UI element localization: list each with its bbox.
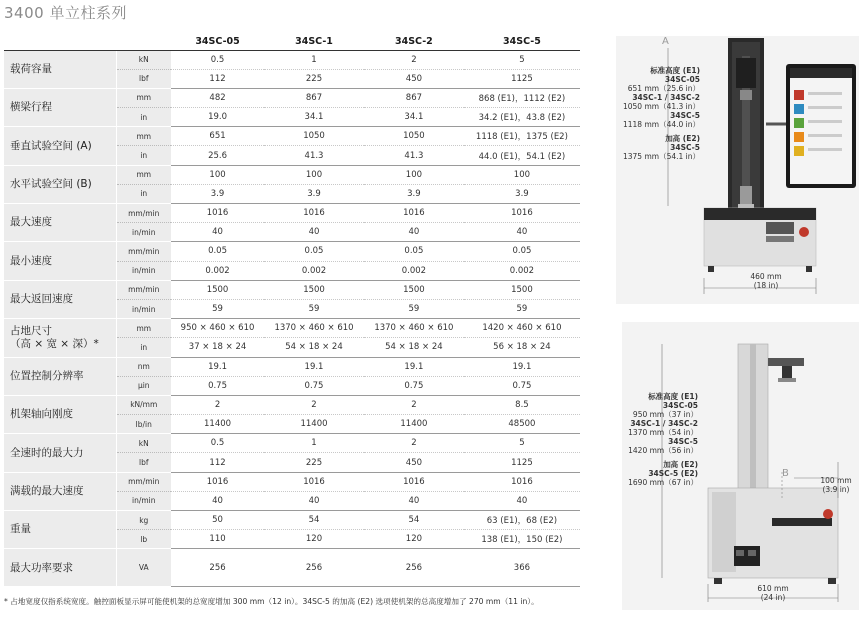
value-cell: 0.75 xyxy=(264,376,364,395)
value-cell: 2 xyxy=(364,434,464,453)
value-cell: 110 xyxy=(171,530,264,549)
value-cell: 54 × 18 × 24 xyxy=(364,338,464,357)
dimension-note-line: 1050 mm（41.3 in） xyxy=(622,102,700,111)
dimension-note-line: 1118 mm（44.0 in） xyxy=(622,120,700,129)
dimension-note-line: 34SC-5 xyxy=(668,437,698,446)
dimension-note-line: 34SC-5 (E2) xyxy=(648,469,698,478)
dimension-note-line: 651 mm（25.6 in） xyxy=(627,84,700,93)
value-cell: 56 × 18 × 24 xyxy=(464,338,580,357)
row-label: 横梁行程 xyxy=(4,88,116,126)
value-cell: 40 xyxy=(171,223,264,242)
model-header: 34SC-5 xyxy=(464,34,580,50)
value-cell: 1125 xyxy=(464,69,580,88)
value-cell: 63 (E1)，68 (E2) xyxy=(464,511,580,530)
row-label: 机架轴向刚度 xyxy=(4,395,116,433)
value-cell: 19.1 xyxy=(464,357,580,376)
value-cell: 5 xyxy=(464,434,580,453)
table-row xyxy=(4,319,580,338)
dimension-note-line: 标准高度 (E1) xyxy=(648,392,698,401)
dimension-a-label: A xyxy=(662,36,669,47)
unit-cell: kN xyxy=(116,50,171,69)
value-cell: 0.75 xyxy=(364,376,464,395)
value-cell: 34.2 (E1)，43.8 (E2) xyxy=(464,108,580,127)
value-cell: 1016 xyxy=(171,204,264,223)
dimension-note-line: 1690 mm（67 in） xyxy=(628,478,698,487)
table-row xyxy=(4,165,580,184)
value-cell: 40 xyxy=(264,491,364,510)
value-cell: 1370 × 460 × 610 xyxy=(264,319,364,338)
value-cell: 256 xyxy=(364,549,464,587)
unit-cell: μin xyxy=(116,376,171,395)
row-label: 位置控制分辨率 xyxy=(4,357,116,395)
value-cell: 138 (E1)，150 (E2) xyxy=(464,530,580,549)
dimension-note-line: 34SC-05 xyxy=(662,401,698,410)
unit-cell: mm xyxy=(116,319,171,338)
table-row xyxy=(4,395,580,414)
value-cell: 1016 xyxy=(171,472,264,491)
table-row xyxy=(4,549,580,587)
value-cell: 100 xyxy=(364,165,464,184)
table-row xyxy=(4,50,580,69)
value-cell: 40 xyxy=(364,223,464,242)
row-label: 最小速度 xyxy=(4,242,116,280)
value-cell: 34.1 xyxy=(264,108,364,127)
dimension-note-line: 1375 mm（54.1 in） xyxy=(622,152,700,161)
value-cell: 100 xyxy=(264,165,364,184)
row-label: 最大功率要求 xyxy=(4,549,116,587)
value-cell: 8.5 xyxy=(464,395,580,414)
value-cell: 0.002 xyxy=(364,261,464,280)
table-row xyxy=(4,357,580,376)
value-cell: 651 xyxy=(171,127,264,146)
dimension-note-line: 34SC-1 / 34SC-2 xyxy=(630,419,698,428)
unit-cell: in/min xyxy=(116,261,171,280)
value-cell: 1016 xyxy=(464,204,580,223)
unit-cell: in/min xyxy=(116,223,171,242)
value-cell: 1125 xyxy=(464,453,580,472)
value-cell: 0.002 xyxy=(264,261,364,280)
value-cell: 59 xyxy=(464,299,580,318)
table-row xyxy=(4,242,580,261)
value-cell: 40 xyxy=(464,223,580,242)
unit-cell: lb/in xyxy=(116,415,171,434)
dimension-note-line: 1420 mm（56 in） xyxy=(628,446,698,455)
value-cell: 1016 xyxy=(364,204,464,223)
value-cell: 1050 xyxy=(364,127,464,146)
value-cell: 1016 xyxy=(364,472,464,491)
value-cell: 54 xyxy=(364,511,464,530)
value-cell: 0.05 xyxy=(364,242,464,261)
value-cell: 1500 xyxy=(264,280,364,299)
figure2-depth-label: 610 mm (24 in) xyxy=(757,584,789,602)
figure2-b-dimension: 100 mm (3.9 in) xyxy=(820,476,852,494)
value-cell: 1 xyxy=(264,50,364,69)
table-row xyxy=(4,88,580,107)
value-cell: 0.75 xyxy=(171,376,264,395)
dimension-note-line: 950 mm（37 in） xyxy=(632,410,698,419)
value-cell: 1016 xyxy=(264,204,364,223)
table-row xyxy=(4,280,580,299)
value-cell: 450 xyxy=(364,69,464,88)
unit-cell: mm xyxy=(116,88,171,107)
value-cell: 19.1 xyxy=(171,357,264,376)
value-cell: 44.0 (E1)，54.1 (E2) xyxy=(464,146,580,165)
value-cell: 40 xyxy=(264,223,364,242)
value-cell: 37 × 18 × 24 xyxy=(171,338,264,357)
value-cell: 0.75 xyxy=(464,376,580,395)
value-cell: 1420 × 460 × 610 xyxy=(464,319,580,338)
value-cell: 40 xyxy=(364,491,464,510)
row-label: 重量 xyxy=(4,511,116,549)
value-cell: 11400 xyxy=(171,415,264,434)
value-cell: 59 xyxy=(264,299,364,318)
value-cell: 54 xyxy=(264,511,364,530)
value-cell: 41.3 xyxy=(364,146,464,165)
machine-front-figure xyxy=(616,36,859,304)
row-label: 全速时的最大力 xyxy=(4,434,116,472)
unit-cell: mm/min xyxy=(116,242,171,261)
value-cell: 867 xyxy=(364,88,464,107)
dimension-note-line: 加高 (E2) xyxy=(665,134,700,143)
footnote: * 占地宽度仅指系统宽度。触控面板显示屏可能使机架的总宽度增加 300 mm（12 in）。34SC-5 的加高 (E2) 选项使机架的总高度增加了 270 mm（11 in）。 xyxy=(4,597,539,606)
row-label: 最大返回速度 xyxy=(4,280,116,318)
value-cell: 59 xyxy=(171,299,264,318)
row-label: 水平试验空间 (B) xyxy=(4,165,116,203)
unit-cell: in xyxy=(116,108,171,127)
value-cell: 225 xyxy=(264,69,364,88)
value-cell: 225 xyxy=(264,453,364,472)
model-header: 34SC-2 xyxy=(364,34,464,50)
value-cell: 0.05 xyxy=(464,242,580,261)
value-cell: 59 xyxy=(364,299,464,318)
value-cell: 366 xyxy=(464,549,580,587)
dimension-note-line: 34SC-5 xyxy=(670,143,700,152)
value-cell: 112 xyxy=(171,453,264,472)
unit-cell: lbf xyxy=(116,453,171,472)
spec-table xyxy=(4,34,580,587)
value-cell: 2 xyxy=(171,395,264,414)
value-cell: 867 xyxy=(264,88,364,107)
unit-cell: mm/min xyxy=(116,280,171,299)
unit-cell: mm xyxy=(116,127,171,146)
unit-cell: kN xyxy=(116,434,171,453)
value-cell: 2 xyxy=(264,395,364,414)
value-cell: 3.9 xyxy=(364,184,464,203)
dimension-note-line: 34SC-05 xyxy=(664,75,700,84)
value-cell: 1370 × 460 × 610 xyxy=(364,319,464,338)
value-cell: 3.9 xyxy=(171,184,264,203)
value-cell: 0.05 xyxy=(264,242,364,261)
value-cell: 2 xyxy=(364,395,464,414)
value-cell: 19.1 xyxy=(264,357,364,376)
dimension-note-line: 1370 mm（54 in） xyxy=(628,428,698,437)
row-label: 载荷容量 xyxy=(4,50,116,88)
value-cell: 3.9 xyxy=(264,184,364,203)
unit-cell: VA xyxy=(116,549,171,587)
row-label: 最大速度 xyxy=(4,204,116,242)
value-cell: 1500 xyxy=(171,280,264,299)
dimension-note-line: 标准高度 (E1) xyxy=(650,66,700,75)
dimension-note-line: 34SC-1 / 34SC-2 xyxy=(632,93,700,102)
value-cell: 450 xyxy=(364,453,464,472)
dimension-note-line: 加高 (E2) xyxy=(663,460,698,469)
table-header-row xyxy=(4,34,580,50)
figure1-dimension-notes xyxy=(616,66,700,161)
value-cell: 50 xyxy=(171,511,264,530)
table-row xyxy=(4,127,580,146)
value-cell: 0.002 xyxy=(464,261,580,280)
unit-cell: lb xyxy=(116,530,171,549)
page-title: 3400 单立柱系列 xyxy=(4,4,127,22)
unit-cell: in xyxy=(116,184,171,203)
value-cell: 256 xyxy=(171,549,264,587)
value-cell: 112 xyxy=(171,69,264,88)
model-header: 34SC-1 xyxy=(264,34,364,50)
value-cell: 0.5 xyxy=(171,50,264,69)
table-row xyxy=(4,472,580,491)
value-cell: 5 xyxy=(464,50,580,69)
figure2-dimension-notes xyxy=(622,392,698,487)
value-cell: 19.1 xyxy=(364,357,464,376)
value-cell: 34.1 xyxy=(364,108,464,127)
row-label: 垂直试验空间 (A) xyxy=(4,127,116,165)
value-cell: 0.002 xyxy=(171,261,264,280)
value-cell: 3.9 xyxy=(464,184,580,203)
machine-side-figure xyxy=(622,322,859,610)
value-cell: 100 xyxy=(171,165,264,184)
value-cell: 48500 xyxy=(464,415,580,434)
value-cell: 120 xyxy=(264,530,364,549)
value-cell: 100 xyxy=(464,165,580,184)
unit-cell: in xyxy=(116,146,171,165)
table-row xyxy=(4,511,580,530)
unit-cell: mm/min xyxy=(116,204,171,223)
row-label: 占地尺寸 （高 × 宽 × 深）* xyxy=(4,319,116,357)
value-cell: 950 × 460 × 610 xyxy=(171,319,264,338)
row-label: 满载的最大速度 xyxy=(4,472,116,510)
value-cell: 19.0 xyxy=(171,108,264,127)
value-cell: 0.5 xyxy=(171,434,264,453)
value-cell: 40 xyxy=(171,491,264,510)
value-cell: 40 xyxy=(464,491,580,510)
unit-cell: kg xyxy=(116,511,171,530)
value-cell: 1016 xyxy=(264,472,364,491)
value-cell: 41.3 xyxy=(264,146,364,165)
value-cell: 1016 xyxy=(464,472,580,491)
value-cell: 1500 xyxy=(464,280,580,299)
dimension-note-line: 34SC-5 xyxy=(670,111,700,120)
value-cell: 1 xyxy=(264,434,364,453)
unit-cell: in/min xyxy=(116,299,171,318)
value-cell: 2 xyxy=(364,50,464,69)
unit-cell: in/min xyxy=(116,491,171,510)
value-cell: 482 xyxy=(171,88,264,107)
value-cell: 54 × 18 × 24 xyxy=(264,338,364,357)
unit-cell: nm xyxy=(116,357,171,376)
value-cell: 25.6 xyxy=(171,146,264,165)
value-cell: 868 (E1)，1112 (E2) xyxy=(464,88,580,107)
value-cell: 256 xyxy=(264,549,364,587)
model-header: 34SC-05 xyxy=(171,34,264,50)
table-row xyxy=(4,204,580,223)
unit-cell: mm/min xyxy=(116,472,171,491)
dimension-b-label: B xyxy=(782,468,789,479)
unit-cell: in xyxy=(116,338,171,357)
unit-cell: kN/mm xyxy=(116,395,171,414)
figure1-width-label: 460 mm (18 in) xyxy=(750,272,782,290)
unit-cell: lbf xyxy=(116,69,171,88)
value-cell: 1050 xyxy=(264,127,364,146)
value-cell: 11400 xyxy=(364,415,464,434)
value-cell: 120 xyxy=(364,530,464,549)
table-row xyxy=(4,434,580,453)
unit-cell: mm xyxy=(116,165,171,184)
value-cell: 0.05 xyxy=(171,242,264,261)
value-cell: 11400 xyxy=(264,415,364,434)
value-cell: 1500 xyxy=(364,280,464,299)
value-cell: 1118 (E1)，1375 (E2) xyxy=(464,127,580,146)
